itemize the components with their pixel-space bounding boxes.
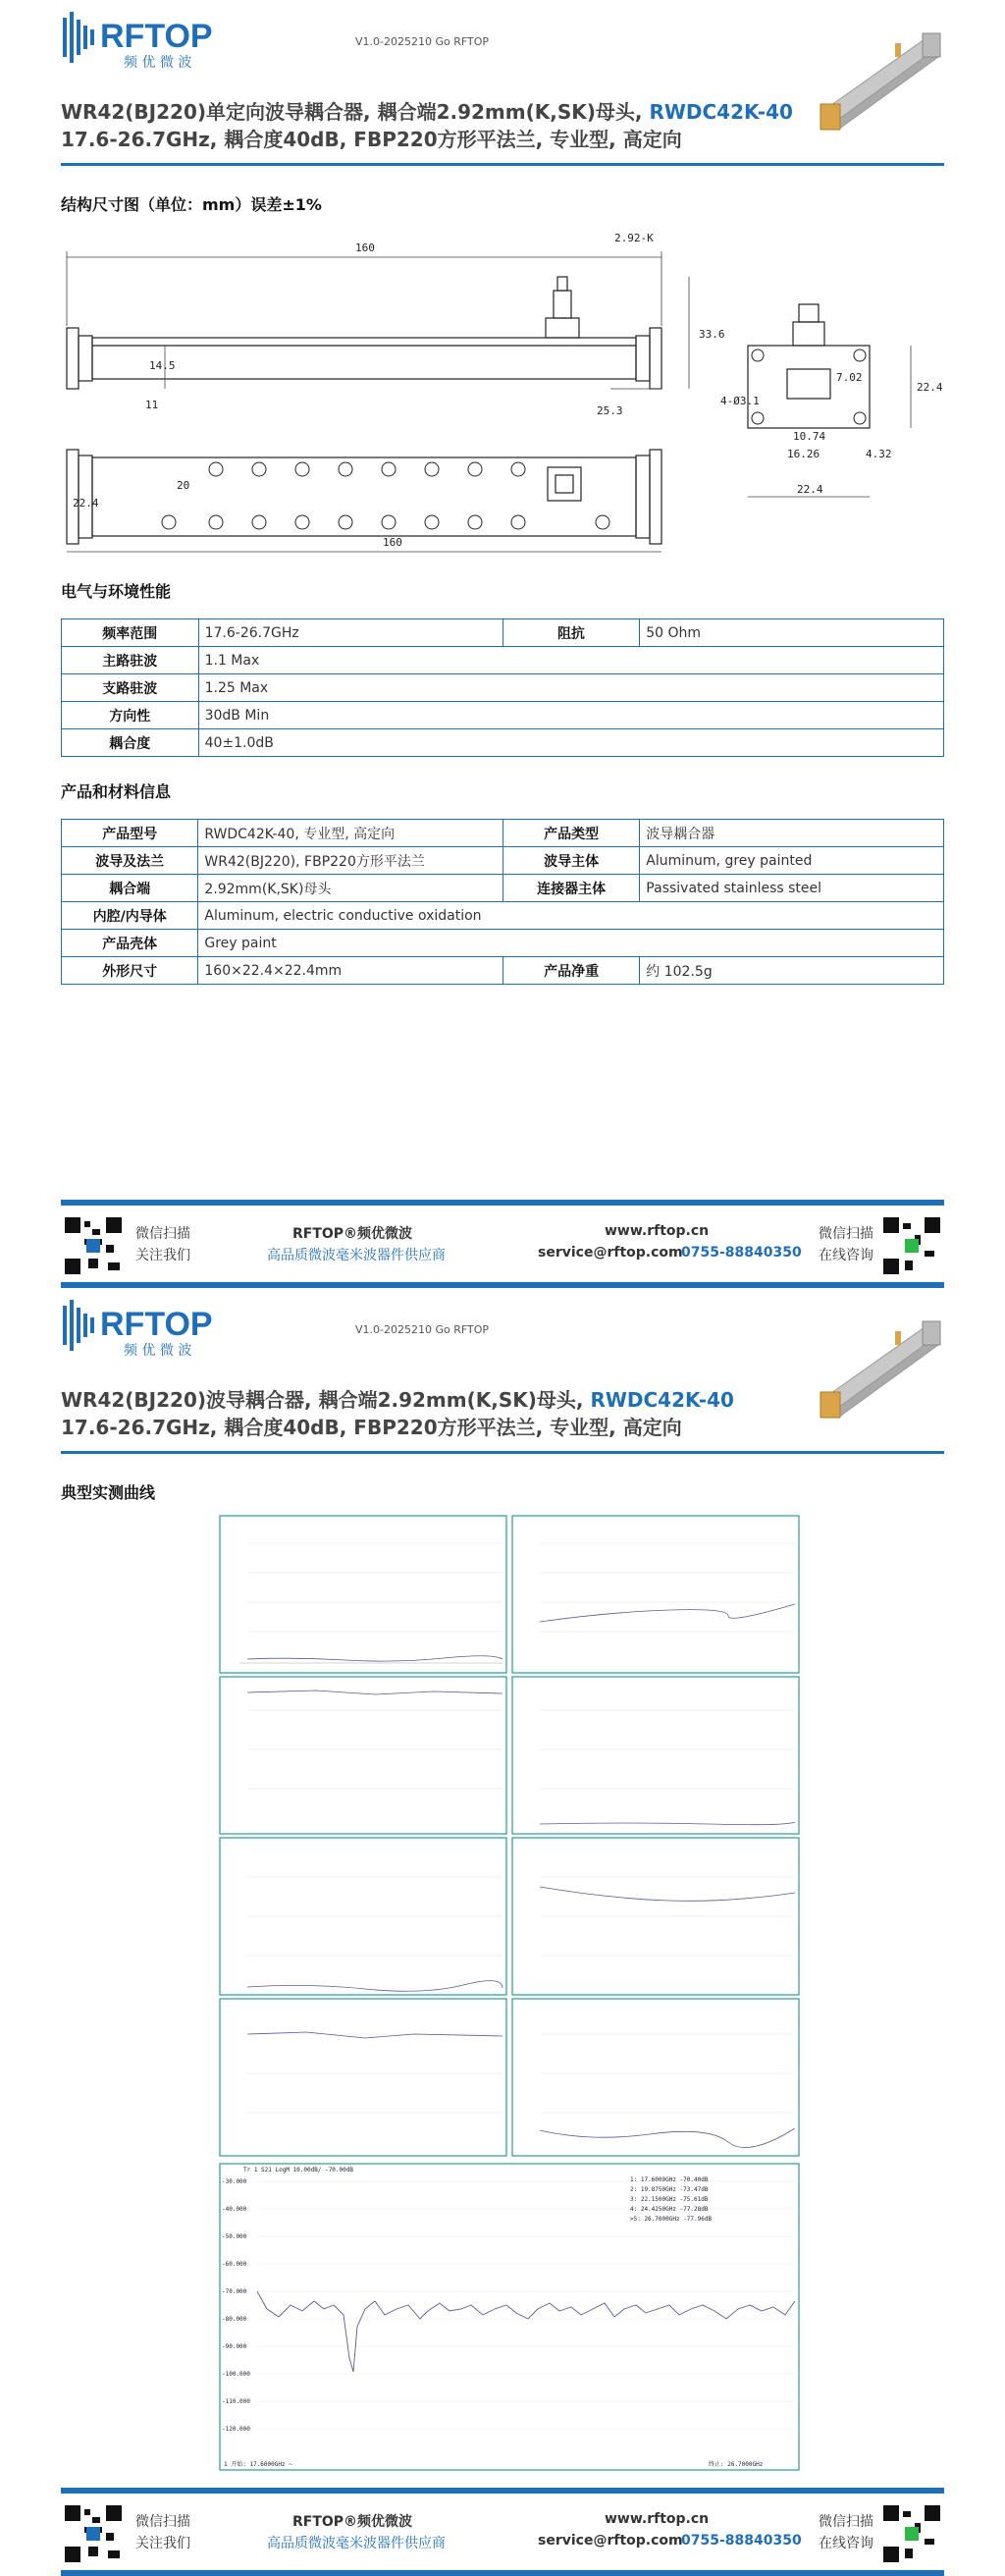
start-freq: 1 开始: 17.6000GHz ~	[224, 2461, 292, 2468]
marker-readout: >5: 26.7000GHz -77.96dB	[630, 2216, 713, 2223]
table-cell: WR42(BJ220), FBP220方形平法兰	[198, 847, 503, 875]
marker-readout: 1: 17.6000GHz -70.40dB	[630, 2176, 709, 2183]
table-row	[62, 619, 944, 647]
footer-email[interactable]: service@rftop.com	[538, 2533, 683, 2549]
footer	[0, 1200, 1005, 1288]
dim-253: 25.3	[597, 404, 623, 417]
marker-readout: 2: 19.8750GHz -73.47dB	[630, 2186, 709, 2193]
table-cell: 40±1.0dB	[198, 729, 943, 757]
y-tick: -90.000	[222, 2343, 247, 2350]
dim-1626: 16.26	[787, 448, 820, 460]
dim-connector: 2.92-K	[614, 232, 654, 244]
product-title-line2: 17.6-26.7GHz, 耦合度40dB, FBP220方形平法兰, 专业型, 高定向	[61, 1416, 682, 1439]
dim-1074: 10.74	[793, 430, 826, 443]
table-row	[62, 902, 944, 930]
table-row	[62, 729, 944, 757]
table-cell: 1.1 Max	[198, 647, 943, 674]
table-cell: 产品壳体	[62, 930, 198, 957]
table-cell: 产品净重	[503, 957, 640, 985]
svg-text:频 优 微 波: 频 优 微 波	[124, 55, 192, 71]
y-tick: -120.000	[222, 2426, 250, 2433]
table-row	[62, 957, 944, 985]
footer-follow: 关注我们	[135, 1248, 190, 1263]
y-tick: -60.000	[222, 2261, 247, 2268]
table-cell: 耦合度	[62, 729, 199, 757]
qr-code-icon[interactable]	[881, 2503, 942, 2564]
footer-consult: 在线咨询	[819, 1248, 873, 1263]
dim-11: 11	[145, 399, 159, 411]
footer-follow: 关注我们	[135, 2536, 190, 2551]
dim-20: 20	[177, 479, 190, 492]
dim-end-w: 22.4	[797, 483, 823, 496]
model-number: RWDC42K-40	[649, 100, 793, 124]
plot-panel	[220, 1516, 799, 2156]
table-row	[62, 930, 944, 957]
table-row	[62, 847, 944, 875]
s21-big-plot	[218, 2162, 803, 2476]
table-cell: 1.25 Max	[198, 674, 943, 702]
table-cell: 方向性	[62, 702, 199, 729]
dim-height: 33.6	[699, 328, 725, 341]
table-cell: Passivated stainless steel	[640, 875, 944, 902]
table-row	[62, 674, 944, 702]
footer-divider	[61, 2488, 944, 2494]
table-cell: 耦合端	[62, 875, 198, 902]
dim-length: 160	[355, 242, 375, 254]
y-tick: -110.000	[222, 2398, 250, 2405]
dim-145: 14.5	[149, 359, 176, 372]
qr-code-icon[interactable]	[63, 1215, 124, 1276]
table-cell: 波导耦合器	[640, 820, 944, 847]
footer-wechat-scan: 微信扫描	[135, 1226, 190, 1242]
table-cell: 产品类型	[503, 820, 640, 847]
table-row	[62, 820, 944, 847]
page-2	[0, 1288, 1005, 2576]
footer-website[interactable]: www.rftop.cn	[605, 2511, 710, 2527]
drawing-heading: 结构尺寸图（单位：mm）误差±1%	[61, 195, 322, 214]
rftop-logo	[61, 10, 277, 73]
footer-email[interactable]: service@rftop.com	[538, 1245, 683, 1261]
product-image	[817, 26, 944, 134]
footer-consult: 在线咨询	[819, 2536, 873, 2551]
y-tick: -40.000	[222, 2206, 247, 2213]
rftop-logo	[61, 1298, 277, 1361]
product-image	[817, 1314, 944, 1422]
plot-header: Tr 1 S21 LogM 10.00dB/ -70.00dB	[243, 2167, 353, 2174]
footer-wechat-scan: 微信扫描	[135, 2514, 190, 2530]
footer	[0, 2488, 1005, 2576]
table-cell: 连接器主体	[503, 875, 640, 902]
footer-slogan: 高品质微波毫米波器件供应商	[267, 2536, 446, 2551]
table-cell: 50 Ohm	[640, 619, 944, 647]
footer-phone[interactable]: 0755-88840350	[681, 2533, 802, 2549]
table-cell: 17.6-26.7GHz	[198, 619, 502, 647]
table-cell: 波导及法兰	[62, 847, 198, 875]
y-tick: -70.000	[222, 2288, 247, 2295]
header-divider	[61, 163, 944, 166]
dim-702: 7.02	[836, 371, 863, 384]
table-row	[62, 702, 944, 729]
curves-heading: 典型实测曲线	[61, 1483, 156, 1502]
product-title-line1: WR42(BJ220)单定向波导耦合器, 耦合端2.92mm(K,SK)母头, RWDC42K-40	[61, 100, 793, 124]
product-title-line1: WR42(BJ220)波导耦合器, 耦合端2.92mm(K,SK)母头, RWDC42K-40	[61, 1388, 734, 1412]
table-cell: Aluminum, electric conductive oxidation	[198, 902, 944, 930]
table-cell: RWDC42K-40, 专业型, 高定向	[198, 820, 503, 847]
table-cell: 2.92mm(K,SK)母头	[198, 875, 503, 902]
footer-brand: RFTOP®频优微波	[292, 1226, 413, 1242]
model-number: RWDC42K-40	[590, 1388, 734, 1412]
footer-divider-bottom	[61, 2570, 944, 2576]
footer-website[interactable]: www.rftop.cn	[605, 1223, 710, 1239]
marker-readout: 4: 24.4250GHz -77.28dB	[630, 2206, 709, 2213]
table-cell: 频率范围	[62, 619, 199, 647]
table-row	[62, 647, 944, 674]
table-cell: 阻抗	[502, 619, 640, 647]
footer-slogan: 高品质微波毫米波器件供应商	[267, 1248, 446, 1263]
table-cell: 内腔/内导体	[62, 902, 198, 930]
dim-hole: 4-Ø3.1	[720, 395, 760, 407]
marker-readout: 3: 22.1500GHz -75.61dB	[630, 2196, 709, 2203]
footer-wechat-scan-2: 微信扫描	[819, 1226, 873, 1242]
svg-text:RFTOP: RFTOP	[100, 18, 213, 55]
header-divider	[61, 1451, 944, 1454]
version-label: V1.0-2025210 Go RFTOP	[355, 1323, 490, 1336]
footer-divider	[61, 1200, 944, 1206]
y-tick: -30.000	[222, 2178, 247, 2185]
table-cell: 产品型号	[62, 820, 198, 847]
footer-phone[interactable]: 0755-88840350	[681, 1245, 802, 1261]
table-cell: Aluminum, grey painted	[640, 847, 944, 875]
qr-code-icon[interactable]	[881, 1215, 942, 1276]
table-cell: 约 102.5g	[640, 957, 944, 985]
electrical-table	[61, 618, 944, 757]
qr-code-icon[interactable]	[63, 2503, 124, 2564]
table-cell: 30dB Min	[198, 702, 943, 729]
material-table	[61, 819, 944, 985]
table-cell: 160×22.4×22.4mm	[198, 957, 503, 985]
footer-brand: RFTOP®频优微波	[292, 2514, 413, 2530]
y-tick: -100.000	[222, 2371, 250, 2378]
dimension-drawing	[61, 222, 944, 556]
small-plots-grid	[218, 1514, 803, 2162]
table-row	[62, 875, 944, 902]
dim-end-h: 22.4	[917, 381, 943, 394]
material-heading: 产品和材料信息	[61, 782, 172, 801]
product-title-line2: 17.6-26.7GHz, 耦合度40dB, FBP220方形平法兰, 专业型, 高定向	[61, 128, 682, 151]
dim-432: 4.32	[866, 448, 892, 460]
svg-text:频 优 微 波: 频 优 微 波	[124, 1343, 192, 1359]
electrical-heading: 电气与环境性能	[61, 582, 172, 601]
y-tick: -80.000	[222, 2316, 247, 2323]
table-cell: 外形尺寸	[62, 957, 198, 985]
svg-text:RFTOP: RFTOP	[100, 1306, 213, 1343]
stop-freq: 终止: 26.7000GHz	[709, 2461, 764, 2468]
table-cell: 主路驻波	[62, 647, 199, 674]
version-label: V1.0-2025210 Go RFTOP	[355, 35, 490, 48]
footer-wechat-scan-2: 微信扫描	[819, 2514, 873, 2530]
y-tick: -50.000	[222, 2233, 247, 2240]
dim-length-2: 160	[383, 536, 402, 549]
table-cell: Grey paint	[198, 930, 944, 957]
dim-224: 22.4	[73, 497, 99, 510]
table-cell: 波导主体	[503, 847, 640, 875]
table-cell: 支路驻波	[62, 674, 199, 702]
